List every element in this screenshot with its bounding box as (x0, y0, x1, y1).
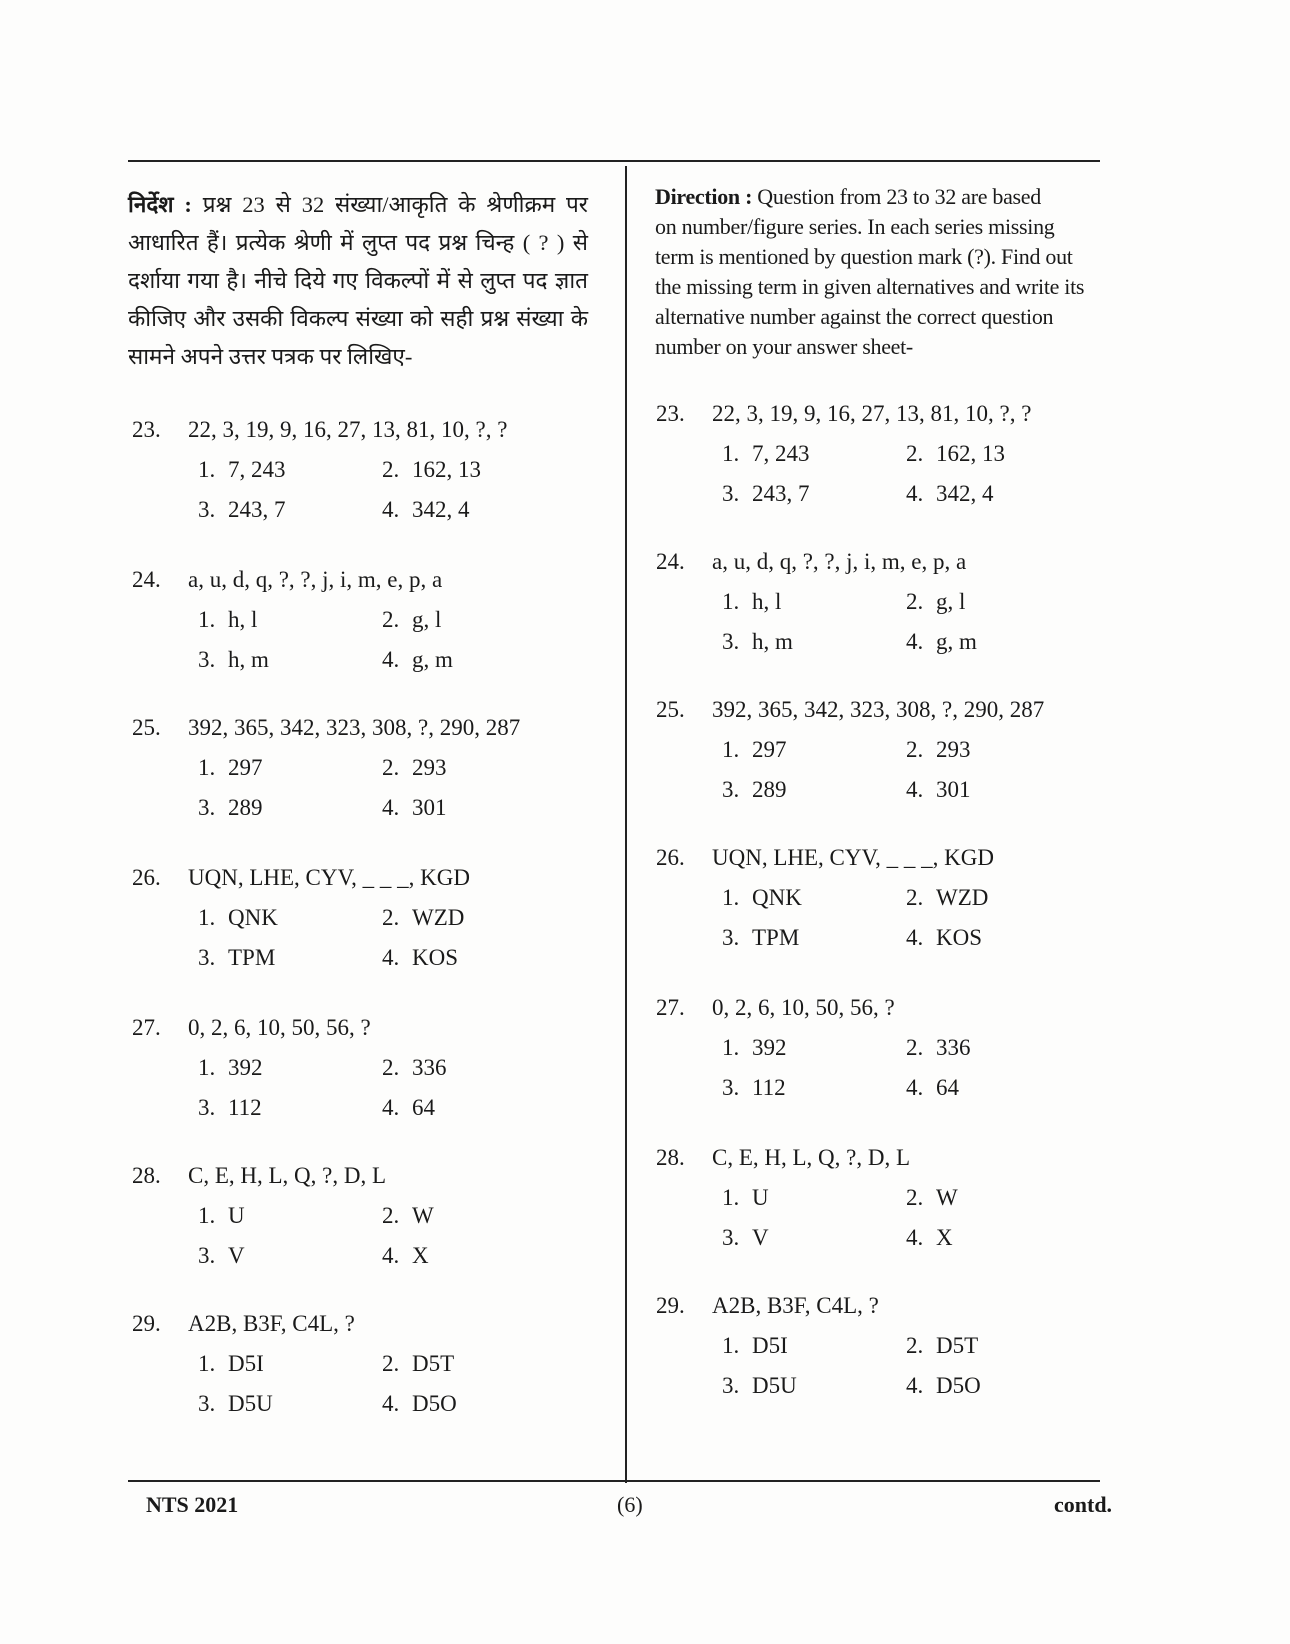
option-2: 336 (412, 1055, 447, 1080)
option-number: 3. (722, 777, 740, 802)
question-27-hindi (132, 1008, 566, 1128)
option-number: 3. (722, 629, 740, 654)
direction-hindi (128, 186, 588, 376)
column-divider (625, 166, 627, 1483)
question-number: 27. (132, 1015, 161, 1040)
option-number: 4. (382, 1391, 400, 1416)
question-28-hindi (132, 1156, 566, 1276)
option-number: 3. (198, 1243, 216, 1268)
option-4: D5O (936, 1373, 981, 1398)
option-number: 1. (198, 755, 216, 780)
option-1: 7, 243 (752, 441, 810, 466)
option-2: g, l (412, 607, 442, 632)
question-23-hindi (132, 410, 566, 530)
question-number: 29. (132, 1311, 161, 1336)
option-1: 392 (752, 1035, 787, 1060)
question-number: 24. (132, 567, 161, 592)
option-3: D5U (752, 1373, 797, 1398)
option-3: 289 (752, 777, 787, 802)
option-number: 2. (906, 441, 924, 466)
option-1: h, l (752, 589, 782, 614)
direction-english-line-6: number on your answer sheet- (655, 334, 913, 359)
option-number: 4. (382, 647, 400, 672)
option-1: 297 (228, 755, 263, 780)
option-number: 1. (722, 589, 740, 614)
option-number: 4. (906, 925, 924, 950)
option-1: 7, 243 (228, 457, 286, 482)
question-29-hindi (132, 1304, 566, 1424)
option-number: 1. (722, 441, 740, 466)
option-4: 301 (936, 777, 971, 802)
option-number: 1. (198, 607, 216, 632)
option-1: U (752, 1185, 769, 1210)
option-3: TPM (228, 945, 276, 970)
option-3: V (228, 1243, 245, 1268)
option-3: 289 (228, 795, 263, 820)
option-3: 112 (752, 1075, 786, 1100)
option-1: D5I (752, 1333, 788, 1358)
option-1: 392 (228, 1055, 263, 1080)
footer-page-number: (6) (617, 1492, 643, 1517)
question-number: 29. (656, 1293, 685, 1318)
option-number: 2. (906, 1035, 924, 1060)
option-2: W (412, 1203, 434, 1228)
direction-hindi-text: प्रश्न 23 से 32 संख्या/आकृति के श्रेणीक्रम पर आधारित हैं। प्रत्येक श्रेणी में लुप्त पद प्रश्न चिन्ह ( ? ) से दर्शाया गया है। नीचे दिये गए विकल्पों में से लुप्त पद ज्ञात कीजिए और उसकी विकल्प संख्या को सही प्रश्न संख्या के सामने अपने उत्तर पत्रक पर लिखिए- (128, 192, 589, 369)
option-4: KOS (412, 945, 459, 970)
option-number: 1. (198, 1203, 216, 1228)
option-2: 336 (936, 1035, 971, 1060)
question-number: 25. (132, 715, 161, 740)
question-text: 392, 365, 342, 323, 308, ?, 290, 287 (712, 697, 1045, 722)
option-4: 64 (936, 1075, 959, 1100)
option-number: 2. (906, 1333, 924, 1358)
option-number: 2. (382, 755, 400, 780)
option-2: 293 (936, 737, 971, 762)
question-28-english (656, 1138, 1090, 1258)
question-number: 28. (132, 1163, 161, 1188)
question-text: C, E, H, L, Q, ?, D, L (712, 1145, 911, 1170)
direction-english-line-3: term is mentioned by question mark (?). Find out (655, 244, 1073, 269)
option-number: 1. (722, 737, 740, 762)
option-number: 2. (906, 885, 924, 910)
option-2: 162, 13 (936, 441, 1005, 466)
option-number: 4. (906, 481, 924, 506)
question-text: A2B, B3F, C4L, ? (188, 1311, 355, 1336)
option-1: D5I (228, 1351, 264, 1376)
question-text: 22, 3, 19, 9, 16, 27, 13, 81, 10, ?, ? (188, 417, 508, 442)
question-23-english (656, 394, 1090, 514)
option-4: g, m (412, 647, 453, 672)
option-4: 301 (412, 795, 447, 820)
option-4: 64 (412, 1095, 435, 1120)
option-number: 4. (382, 795, 400, 820)
option-number: 4. (906, 629, 924, 654)
question-text: 22, 3, 19, 9, 16, 27, 13, 81, 10, ?, ? (712, 401, 1032, 426)
option-number: 3. (198, 795, 216, 820)
question-text: a, u, d, q, ?, ?, j, i, m, e, p, a (712, 549, 967, 574)
option-number: 4. (382, 497, 400, 522)
option-number: 2. (382, 607, 400, 632)
option-number: 4. (906, 1225, 924, 1250)
option-4: 342, 4 (412, 497, 470, 522)
question-26-english (656, 838, 1090, 958)
option-4: KOS (936, 925, 983, 950)
bottom-rule (128, 1480, 1100, 1482)
question-text: A2B, B3F, C4L, ? (712, 1293, 879, 1318)
option-number: 4. (906, 1075, 924, 1100)
direction-hindi-label: निर्देश : (128, 192, 192, 217)
option-4: g, m (936, 629, 977, 654)
option-1: U (228, 1203, 245, 1228)
option-3: h, m (752, 629, 793, 654)
direction-english-line-2: on number/figure series. In each series missing (655, 214, 1055, 239)
option-2: D5T (412, 1351, 455, 1376)
footer-exam-code: NTS 2021 (146, 1492, 239, 1517)
option-2: W (936, 1185, 958, 1210)
footer-continued: contd. (1054, 1492, 1113, 1517)
option-1: 297 (752, 737, 787, 762)
question-number: 27. (656, 995, 685, 1020)
option-2: 293 (412, 755, 447, 780)
option-number: 3. (722, 925, 740, 950)
option-3: 243, 7 (228, 497, 286, 522)
question-text: 0, 2, 6, 10, 50, 56, ? (188, 1015, 371, 1040)
direction-english-label: Direction : (655, 184, 753, 209)
option-number: 3. (722, 1075, 740, 1100)
question-24-hindi (132, 560, 566, 680)
option-number: 2. (906, 737, 924, 762)
option-3: D5U (228, 1391, 273, 1416)
direction-english-line-5: alternative number against the correct question (655, 304, 1054, 329)
option-3: 243, 7 (752, 481, 810, 506)
option-1: QNK (752, 885, 802, 910)
option-number: 4. (906, 777, 924, 802)
option-2: D5T (936, 1333, 979, 1358)
option-number: 3. (198, 1095, 216, 1120)
question-number: 26. (132, 865, 161, 890)
option-number: 2. (382, 905, 400, 930)
option-number: 3. (198, 647, 216, 672)
option-2: WZD (936, 885, 989, 910)
top-rule (128, 160, 1100, 162)
question-text: a, u, d, q, ?, ?, j, i, m, e, p, a (188, 567, 443, 592)
option-2: 162, 13 (412, 457, 481, 482)
question-25-english (656, 690, 1090, 810)
option-number: 1. (722, 1333, 740, 1358)
question-number: 28. (656, 1145, 685, 1170)
english-column (655, 182, 1115, 362)
option-4: X (936, 1225, 953, 1250)
option-number: 3. (722, 1225, 740, 1250)
option-number: 2. (382, 1203, 400, 1228)
option-3: 112 (228, 1095, 262, 1120)
option-1: h, l (228, 607, 258, 632)
option-number: 3. (198, 497, 216, 522)
option-2: WZD (412, 905, 465, 930)
question-number: 23. (132, 417, 161, 442)
question-26-hindi (132, 858, 566, 978)
option-number: 4. (382, 945, 400, 970)
question-number: 25. (656, 697, 685, 722)
option-number: 1. (198, 905, 216, 930)
question-text: UQN, LHE, CYV, _ _ _, KGD (188, 865, 470, 890)
option-4: X (412, 1243, 429, 1268)
option-3: TPM (752, 925, 800, 950)
question-number: 23. (656, 401, 685, 426)
question-text: 392, 365, 342, 323, 308, ?, 290, 287 (188, 715, 521, 740)
option-number: 3. (722, 481, 740, 506)
option-number: 2. (382, 1055, 400, 1080)
option-number: 1. (722, 1185, 740, 1210)
option-number: 1. (198, 1351, 216, 1376)
option-number: 1. (198, 1055, 216, 1080)
hindi-column (128, 186, 588, 376)
option-4: 342, 4 (936, 481, 994, 506)
option-2: g, l (936, 589, 966, 614)
question-number: 24. (656, 549, 685, 574)
option-number: 1. (198, 457, 216, 482)
option-number: 1. (722, 885, 740, 910)
option-number: 3. (198, 1391, 216, 1416)
question-24-english (656, 542, 1090, 662)
option-number: 2. (906, 589, 924, 614)
option-number: 3. (722, 1373, 740, 1398)
question-text: UQN, LHE, CYV, _ _ _, KGD (712, 845, 994, 870)
option-number: 2. (382, 1351, 400, 1376)
direction-english (655, 182, 1115, 362)
option-1: QNK (228, 905, 278, 930)
option-3: V (752, 1225, 769, 1250)
option-4: D5O (412, 1391, 457, 1416)
question-25-hindi (132, 708, 566, 828)
option-3: h, m (228, 647, 269, 672)
option-number: 4. (382, 1095, 400, 1120)
direction-english-line-1: Question from 23 to 32 are based (752, 184, 1041, 209)
question-text: C, E, H, L, Q, ?, D, L (188, 1163, 387, 1188)
question-29-english (656, 1286, 1090, 1406)
option-number: 4. (906, 1373, 924, 1398)
question-text: 0, 2, 6, 10, 50, 56, ? (712, 995, 895, 1020)
question-number: 26. (656, 845, 685, 870)
option-number: 2. (382, 457, 400, 482)
question-27-english (656, 988, 1090, 1108)
option-number: 2. (906, 1185, 924, 1210)
option-number: 4. (382, 1243, 400, 1268)
direction-english-line-4: the missing term in given alternatives and write its (655, 274, 1085, 299)
option-number: 3. (198, 945, 216, 970)
option-number: 1. (722, 1035, 740, 1060)
